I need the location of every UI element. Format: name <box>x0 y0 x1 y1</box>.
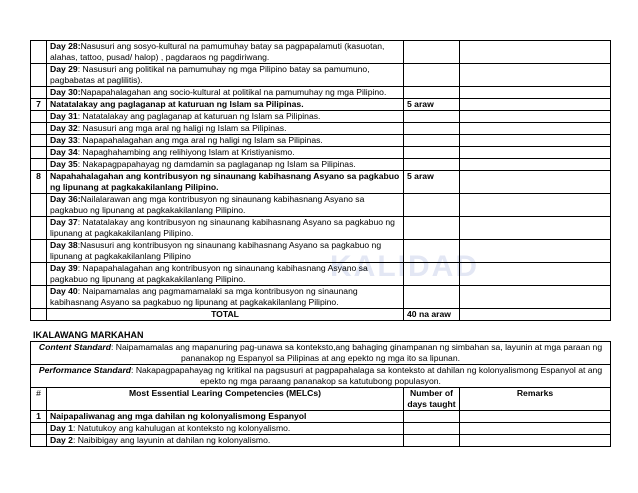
days-cell <box>404 147 460 159</box>
total-row <box>31 309 611 321</box>
column-header-row <box>31 388 611 411</box>
day-row <box>31 240 611 263</box>
row-number <box>31 194 47 217</box>
col-melc-header: Most Essential Learing Competencies (MELCs) <box>47 388 404 411</box>
performance-standard-row <box>31 365 611 388</box>
row-number <box>31 87 47 99</box>
day-label: Day 28: <box>50 41 81 51</box>
day-text <box>47 217 404 240</box>
row-number: 1 <box>31 411 47 423</box>
col-remarks-header: Remarks <box>460 388 611 411</box>
remarks-cell <box>460 171 611 194</box>
day-row <box>31 263 611 286</box>
day-row <box>31 435 611 447</box>
total-remarks <box>460 309 611 321</box>
remarks-cell <box>460 123 611 135</box>
day-text <box>47 41 404 64</box>
remarks-cell <box>460 240 611 263</box>
remarks-cell <box>460 99 611 111</box>
remarks-cell <box>460 423 611 435</box>
remarks-cell <box>460 217 611 240</box>
row-number <box>31 263 47 286</box>
competency-text: Napahahalagahan ang kontribusyon ng sinaunang kabihasnang Asyano sa pagkabuo ng lipunang at pagkakakilanlang Pilipino. <box>47 171 404 194</box>
day-label: Day 1 <box>50 423 73 433</box>
remarks-cell <box>460 64 611 87</box>
performance-standard-label: Performance Standard <box>38 365 132 375</box>
day-description: : Nasusuri ang mga aral ng haligi ng Islam sa Pilipinas. <box>77 123 287 133</box>
competency-row <box>31 171 611 194</box>
day-row <box>31 111 611 123</box>
day-row <box>31 147 611 159</box>
day-label: Day 38 <box>50 240 78 250</box>
days-cell <box>404 41 460 64</box>
day-label: Day 35 <box>50 159 78 169</box>
remarks-cell <box>460 194 611 217</box>
day-label: Day 2 <box>50 435 73 445</box>
day-text <box>47 240 404 263</box>
day-description: : Napapahalagahan ang kontribusyon ng sinaunang kabihasnang Asyano sa pagkabuo ng lipunang at pagkakakilanlang Pilipino. <box>50 263 368 284</box>
days-cell <box>404 435 460 447</box>
remarks-cell <box>460 41 611 64</box>
competency-row <box>31 99 611 111</box>
day-text <box>47 263 404 286</box>
day-text <box>47 111 404 123</box>
days-cell <box>404 217 460 240</box>
remarks-cell <box>460 159 611 171</box>
row-number <box>31 240 47 263</box>
total-spacer <box>31 309 47 321</box>
days-cell <box>404 286 460 309</box>
days-cell <box>404 123 460 135</box>
day-text <box>47 135 404 147</box>
row-number <box>31 135 47 147</box>
col-days-header: Number of days taught <box>404 388 460 411</box>
day-text <box>47 159 404 171</box>
day-label: Day 37 <box>50 217 78 227</box>
day-label: Day 39 <box>50 263 78 273</box>
row-number: 8 <box>31 171 47 194</box>
day-description: : Naipamamalas ang pagmamamalaki sa mga kontribusyon ng sinaunang kabihasnang Asyano sa pagkabuo ng lipunang at pagkakakilanlang Pilipino. <box>50 286 358 307</box>
row-number <box>31 111 47 123</box>
competency-text: Natatalakay ang paglaganap at katuruan ng Islam sa Pilipinas. <box>47 99 404 111</box>
remarks-cell <box>460 435 611 447</box>
day-row <box>31 217 611 240</box>
days-cell <box>404 411 460 423</box>
day-row <box>31 194 611 217</box>
row-number <box>31 159 47 171</box>
kalidad-watermark: KALIDAD <box>330 250 479 283</box>
row-number <box>31 286 47 309</box>
remarks-cell <box>460 411 611 423</box>
days-cell <box>404 263 460 286</box>
day-label: Day 40 <box>50 286 78 296</box>
row-number <box>31 123 47 135</box>
day-label: Day 33 <box>50 135 78 145</box>
remarks-cell <box>460 263 611 286</box>
row-number: 7 <box>31 99 47 111</box>
q1-table <box>30 40 611 321</box>
total-value: 40 na araw <box>404 309 460 321</box>
day-description: : Napapahalagahan ang mga aral ng haligi ng Islam sa Pilipinas. <box>77 135 323 145</box>
row-number <box>31 147 47 159</box>
day-description: Nasusuri ang sosyo-kultural na pamumuhay batay sa pagpapalamuti (kasuotan, alahas, tattoo, pusad/ halop) , pagdaraos ng pagdiriwang. <box>50 41 385 62</box>
content-standard-row <box>31 342 611 365</box>
day-label: Day 29 <box>50 64 78 74</box>
day-row <box>31 87 611 99</box>
competency-row <box>31 411 611 423</box>
day-text <box>47 147 404 159</box>
day-description: Nailalarawan ang mga kontribusyon ng sinaunang kabihasnang Asyano sa pagkabuo ng lipunang at pagkakakilanlang Pilipino. <box>50 194 365 215</box>
day-text <box>47 123 404 135</box>
day-description: : Natutukoy ang kahulugan at konteksto ng kolonyalismo. <box>72 423 291 433</box>
row-number <box>31 41 47 64</box>
day-description: :Nasusuri ang kontribusyon ng sinaunang kabihasnang Asyano sa pagkabuo ng lipunang at pagkakakilanlang Pilipino <box>50 240 382 261</box>
day-row <box>31 41 611 64</box>
content-standard-text: : Naipamamalas ang mapanuring pag-unawa sa konteksto,ang bahaging ginampanan ng simbahan sa, layunin at mga paraan ng pananakop ng Espanyol sa Pilipinas at ang epekto ng mga ito sa lipunan. <box>110 342 603 363</box>
day-description: : Naibibigay ang layunin at dahilan ng kolonyalismo. <box>72 435 271 445</box>
remarks-cell <box>460 111 611 123</box>
day-text <box>47 87 404 99</box>
day-text <box>47 435 404 447</box>
days-cell: 5 araw <box>404 171 460 194</box>
content-standard-label: Content Standard <box>38 342 111 352</box>
days-cell <box>404 135 460 147</box>
day-row <box>31 286 611 309</box>
row-number <box>31 435 47 447</box>
day-text <box>47 194 404 217</box>
day-row <box>31 135 611 147</box>
day-label: Day 34 <box>50 147 78 157</box>
row-number <box>31 423 47 435</box>
day-description: : Napaghahambing ang relihiyong Islam at Kristiyanismo. <box>77 147 295 157</box>
day-description: : Nasusuri ang politikal na pamumuhay ng mga Pilipino batay sa pamumuno, pagbabatas at paglilitis). <box>50 64 370 85</box>
days-cell <box>404 423 460 435</box>
day-row <box>31 64 611 87</box>
day-text <box>47 64 404 87</box>
day-description: Napapahalagahan ang socio-kultural at politikal na pamumuhay ng mga Pilipino. <box>80 87 387 97</box>
remarks-cell <box>460 147 611 159</box>
day-label: Day 32 <box>50 123 78 133</box>
day-row <box>31 423 611 435</box>
days-cell <box>404 87 460 99</box>
day-label: Day 31 <box>50 111 78 121</box>
row-number <box>31 64 47 87</box>
quarter-heading: IKALAWANG MARKAHAN <box>33 330 144 340</box>
days-cell <box>404 194 460 217</box>
total-label: TOTAL <box>47 309 404 321</box>
row-number <box>31 217 47 240</box>
day-description: : Natatalakay ang paglaganap at katuruan ng Islam sa Pilipinas. <box>77 111 321 121</box>
day-text <box>47 286 404 309</box>
competency-text: Naipapaliwanag ang mga dahilan ng kolonyalismong Espanyol <box>47 411 404 423</box>
day-label: Day 30: <box>50 87 81 97</box>
days-cell <box>404 111 460 123</box>
day-row <box>31 123 611 135</box>
q2-table <box>30 341 611 447</box>
day-description: : Nakapagpapahayag ng damdamin sa paglaganap ng Islam sa Pilipinas. <box>77 159 356 169</box>
days-cell <box>404 240 460 263</box>
days-cell <box>404 159 460 171</box>
col-num-header: # <box>31 388 47 411</box>
days-cell <box>404 64 460 87</box>
performance-standard-text: : Nakapagpapahayag ng kritikal na pagsusuri at pagpapahalaga sa konteksto at dahilan ng kolonyalismong Espanyol at ang epekto ng mga paraang pananakop sa katutubong populasyon. <box>131 365 603 386</box>
day-text <box>47 423 404 435</box>
day-description: : Natatalakay ang kontribusyon ng sinaunang kabihasnang Asyano sa pagkabuo ng lipunang at pagkakakilanlang Pilipino. <box>50 217 395 238</box>
remarks-cell <box>460 87 611 99</box>
remarks-cell <box>460 135 611 147</box>
day-label: Day 36: <box>50 194 81 204</box>
remarks-cell <box>460 286 611 309</box>
days-cell: 5 araw <box>404 99 460 111</box>
day-row <box>31 159 611 171</box>
